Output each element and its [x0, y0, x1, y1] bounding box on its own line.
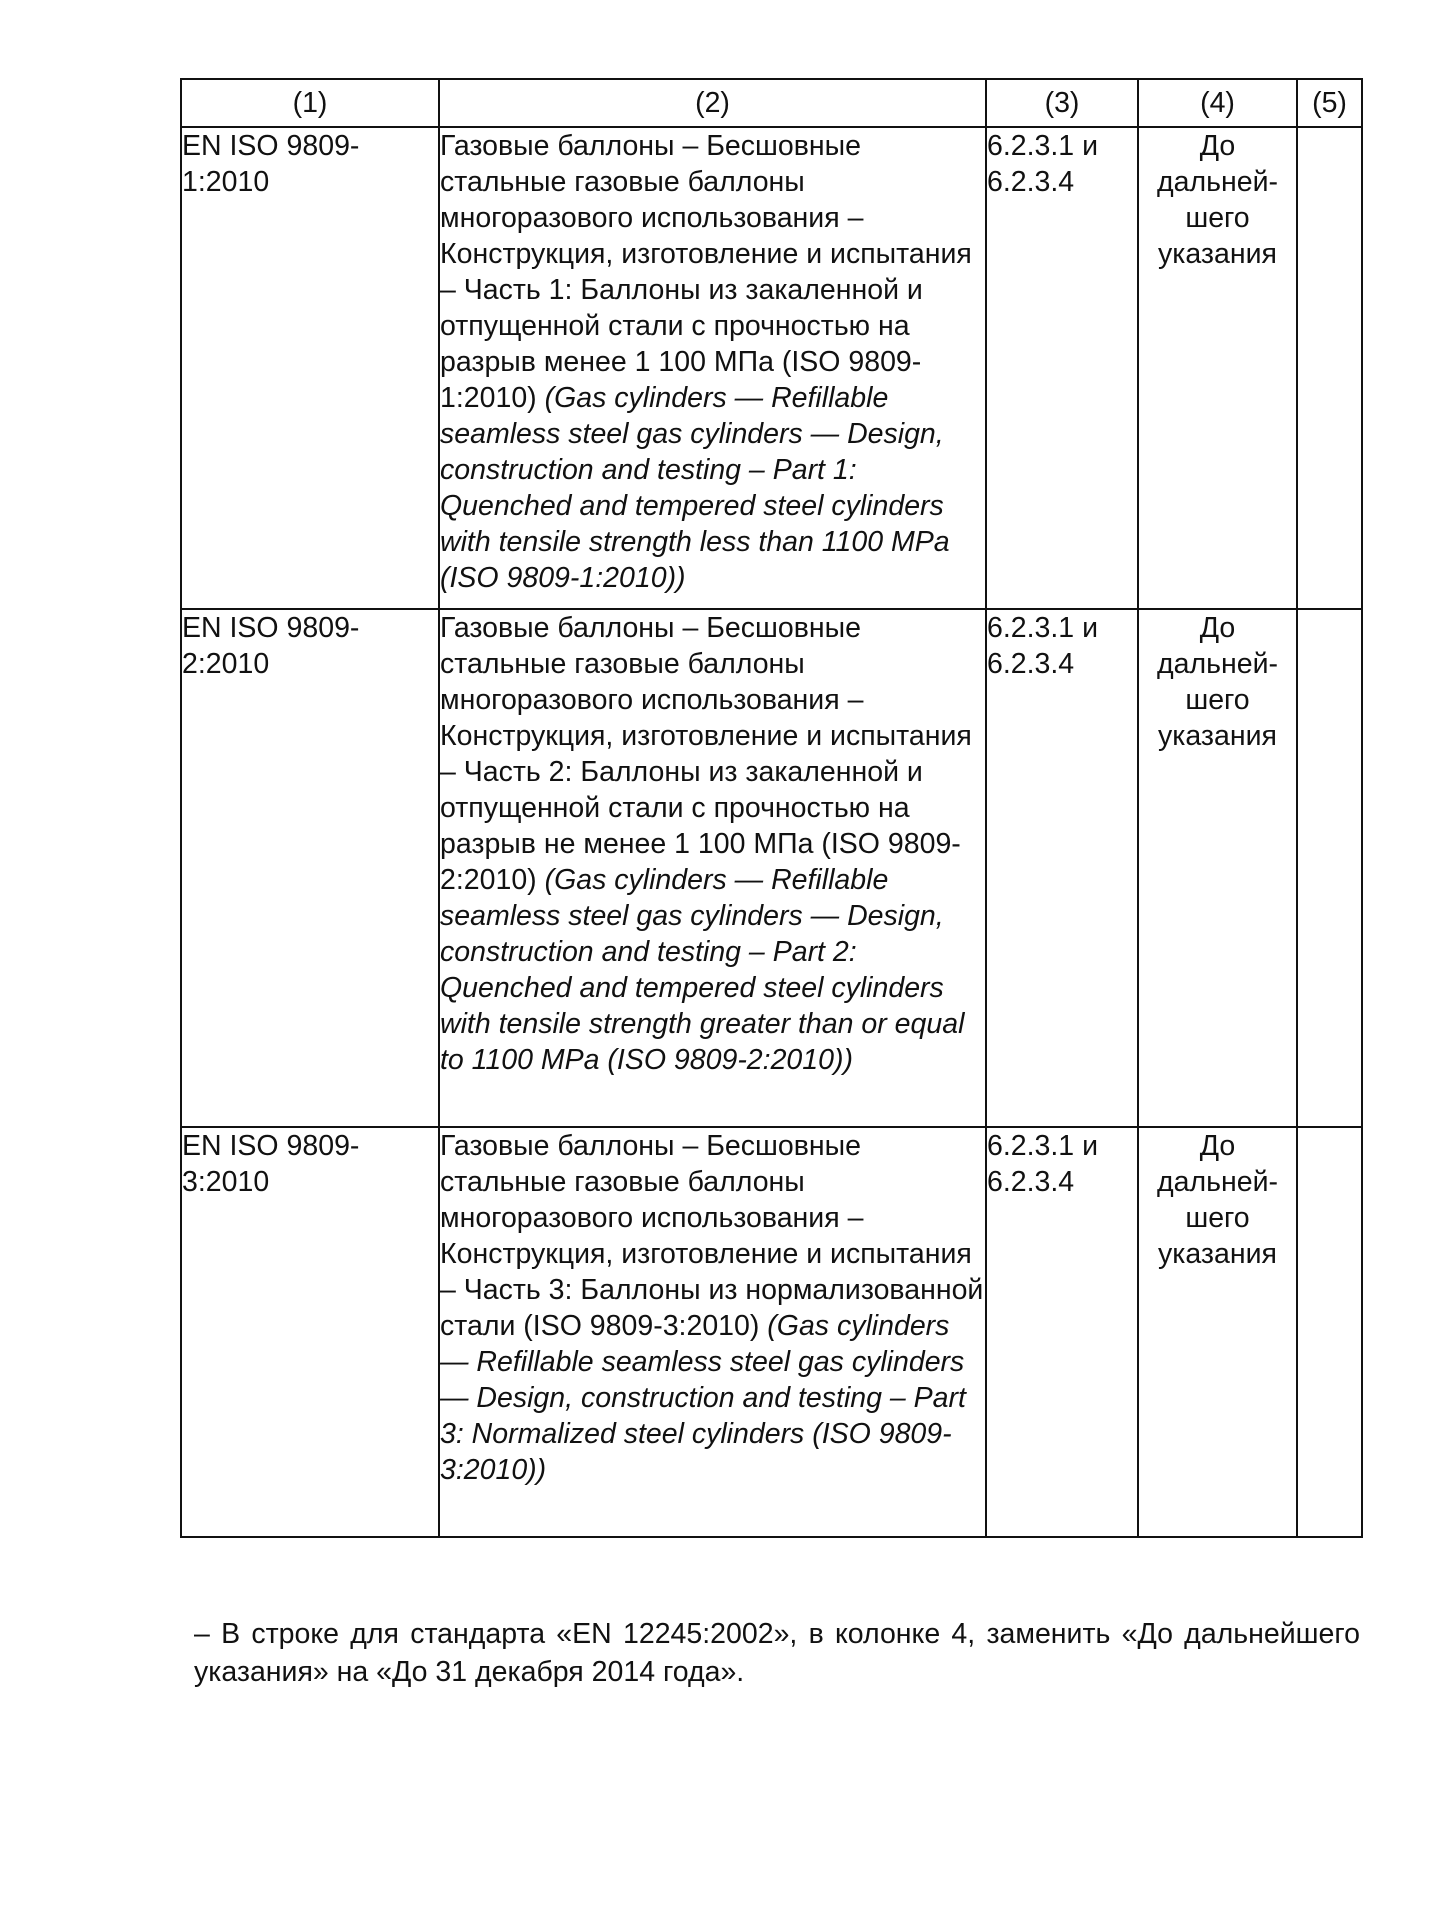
column-header-2: (2): [439, 79, 986, 127]
validity-line: До: [1199, 612, 1236, 644]
standard-reference-line: EN ISO 9809-: [182, 130, 360, 162]
validity-line: дальней-: [1157, 166, 1278, 198]
validity-line: дальней-: [1157, 1166, 1278, 1198]
column-header-1: (1): [181, 79, 439, 127]
applicable-clauses-cell: [986, 127, 1138, 609]
column-5-cell: [1297, 609, 1362, 1127]
table-header-row: [181, 79, 1362, 127]
validity-line: До: [1199, 130, 1236, 162]
standard-reference-cell: [181, 127, 439, 609]
applicable-clauses-cell: [986, 609, 1138, 1127]
standard-title-en: (Gas cylinders — Refillable seamless steel gas cylinders — Design, construction and testing – Part 1: Quenched and tempered steel cylinders with tensile strength less than 1100 MPa (ISO 9809-1:2010)): [440, 382, 950, 594]
table-row: [181, 1127, 1362, 1537]
standard-reference-line: EN ISO 9809-: [182, 612, 360, 644]
standard-reference-cell: [181, 1127, 439, 1537]
validity-cell: [1138, 1127, 1297, 1537]
clauses-line: 6.2.3.1 и: [987, 1130, 1098, 1162]
table-row: [181, 127, 1362, 609]
validity-line: шего: [1185, 684, 1250, 716]
column-header-3: (3): [986, 79, 1138, 127]
standard-reference-line: 1:2010: [182, 166, 270, 198]
standard-reference-line: 2:2010: [182, 648, 270, 680]
validity-line: указания: [1158, 720, 1277, 752]
clauses-line: 6.2.3.1 и: [987, 130, 1098, 162]
standard-title-ru: Газовые баллоны – Бесшовные стальные газовые баллоны многоразового использования – Конструкция, изготовление и испытания – Часть 3: Баллоны из нормализованной стали (ISO 9809-3:2010): [440, 1130, 984, 1342]
standard-title-ru: Газовые баллоны – Бесшовные стальные газовые баллоны многоразового использования – Конструкция, изготовление и испытания – Часть 1: Баллоны из закаленной и отпущенной стали с прочностью на разрыв менее 1 100 МПа (ISO 9809-1:2010): [440, 130, 972, 414]
validity-line: шего: [1185, 1202, 1250, 1234]
table-row: [181, 609, 1362, 1127]
standard-title-cell: [439, 609, 986, 1127]
standard-reference-line: EN ISO 9809-: [182, 1130, 360, 1162]
column-5-cell: [1297, 127, 1362, 609]
validity-line: До: [1199, 1130, 1236, 1162]
column-5-cell: [1297, 1127, 1362, 1537]
validity-cell: [1138, 127, 1297, 609]
amendment-note: – В строке для стандарта «EN 12245:2002», в колонке 4, заменить «До дальнейшего указания» на «До 31 декабря 2014 года».: [194, 1617, 1360, 1688]
standard-reference-cell: [181, 609, 439, 1127]
validity-line: дальней-: [1157, 648, 1278, 680]
standard-title-en: (Gas cylinders — Refillable seamless steel gas cylinders — Design, construction and testing – Part 2: Quenched and tempered steel cylinders with tensile strength greater than or equal to 1100 MPa (ISO 9809-2:2010)): [440, 864, 965, 1076]
standard-title-en: (Gas cylinders — Refillable seamless steel gas cylinders — Design, construction and testing – Part 3: Normalized steel cylinders (ISO 9809-3:2010)): [440, 1310, 966, 1486]
standard-title-ru: Газовые баллоны – Бесшовные стальные газовые баллоны многоразового использования – Конструкция, изготовление и испытания – Часть 2: Баллоны из закаленной и отпущенной стали с прочностью на разрыв не менее 1 100 МПа (ISO 9809-2:2010): [440, 612, 972, 896]
standard-title-cell: [439, 127, 986, 609]
clauses-line: 6.2.3.4: [987, 1166, 1075, 1198]
validity-line: указания: [1158, 238, 1277, 270]
applicable-clauses-cell: [986, 1127, 1138, 1537]
standard-reference-line: 3:2010: [182, 1166, 270, 1198]
column-header-5: (5): [1297, 79, 1362, 127]
clauses-line: 6.2.3.1 и: [987, 612, 1098, 644]
clauses-line: 6.2.3.4: [987, 166, 1075, 198]
standard-title-cell: [439, 1127, 986, 1537]
validity-line: шего: [1185, 202, 1250, 234]
validity-cell: [1138, 609, 1297, 1127]
standards-table: [180, 78, 1363, 1538]
validity-line: указания: [1158, 1238, 1277, 1270]
clauses-line: 6.2.3.4: [987, 648, 1075, 680]
column-header-4: (4): [1138, 79, 1297, 127]
